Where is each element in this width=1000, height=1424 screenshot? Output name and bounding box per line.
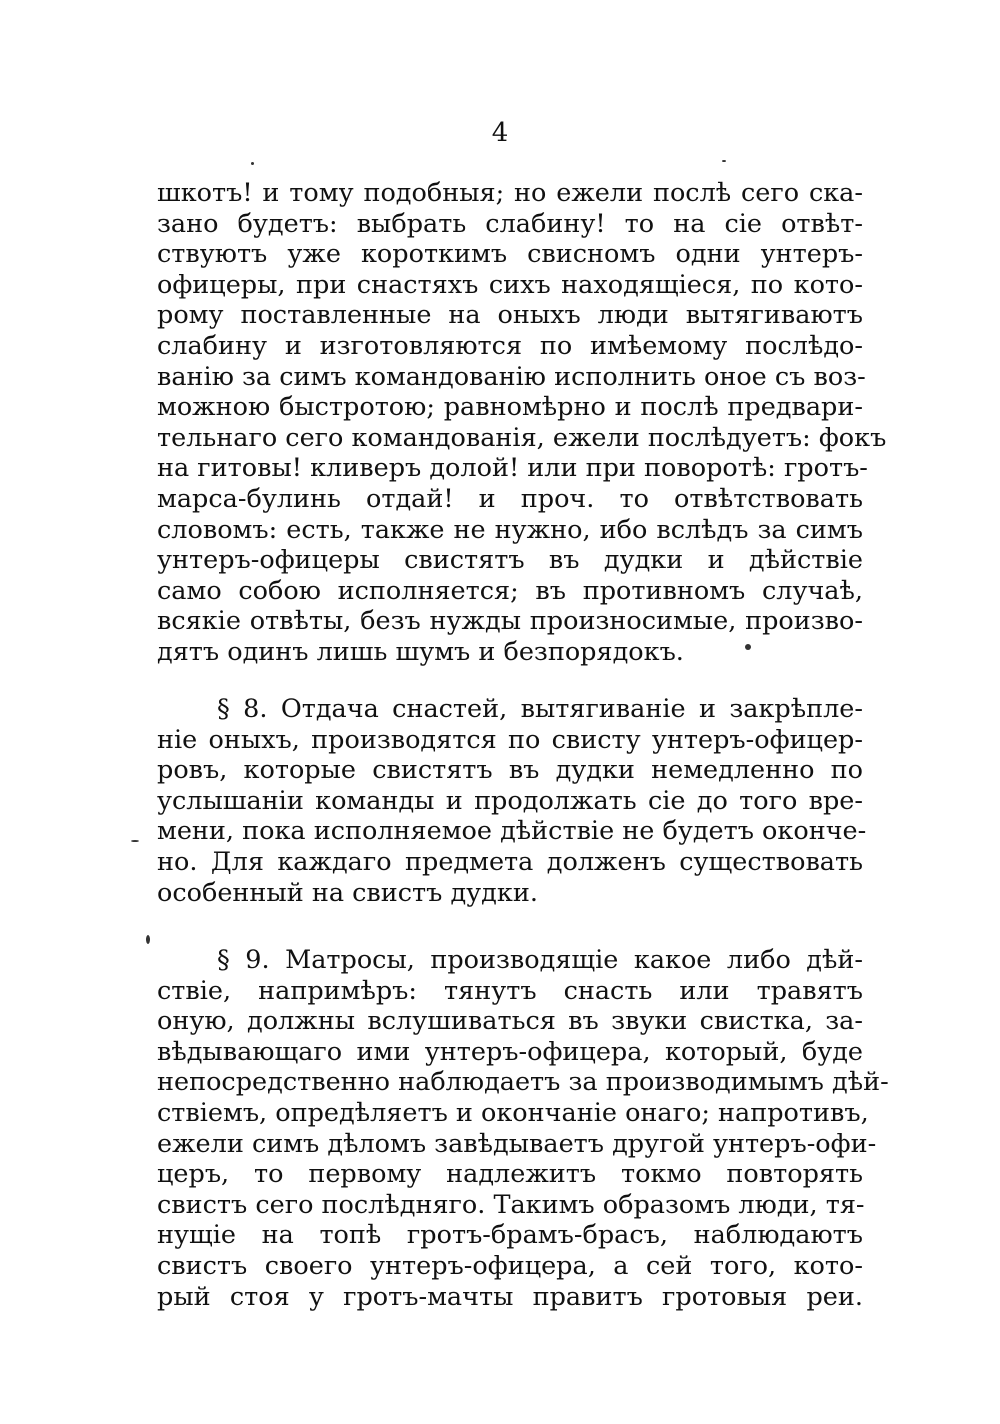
text-line: но. Для каждаго предмета долженъ существовать xyxy=(157,846,863,877)
scan-speck xyxy=(722,160,726,162)
text-line: можною быстротою; равномѣрно и послѣ предвари- xyxy=(157,392,863,423)
text-line: мени, пока исполняемое дѣйствіе не будетъ оконче- xyxy=(157,816,867,847)
text-line: рый стоя у гротъ-мачты правитъ гротовыя реи. xyxy=(157,1281,863,1312)
text-line: услышаніи команды и продолжать сіе до того вре- xyxy=(157,785,863,816)
text-line: ніе оныхъ, производятся по свисту унтеръ-офицер- xyxy=(157,724,863,755)
text-line: рому поставленные на оныхъ люди вытягиваютъ xyxy=(157,300,863,331)
text-line: ванію за симъ командованію исполнить оное съ воз- xyxy=(157,361,866,392)
section-heading-line: § 8. Отдача снастей, вытягиваніе и закрѣпле- xyxy=(217,694,863,724)
text-line: нущіе на топѣ гротъ-брамъ-брасъ, наблюдаютъ xyxy=(157,1220,863,1251)
text-line: дятъ одинъ лишь шумъ и безпорядокъ. xyxy=(157,636,684,667)
text-line: ежели симъ дѣломъ завѣдываетъ другой унтеръ-офи- xyxy=(157,1128,877,1159)
text-line: ствуютъ уже короткимъ свисномъ одни унтеръ- xyxy=(157,239,863,270)
text-line: особенный на свистъ дудки. xyxy=(157,877,538,908)
scan-speck xyxy=(251,162,254,165)
paragraph-section-9 xyxy=(157,945,889,1312)
paragraph-section-8 xyxy=(157,694,867,908)
text-line: слабину и изготовляются по имѣемому послѣдо- xyxy=(157,330,863,361)
text-line: оную, должны вслушиваться въ звуки свистка, за- xyxy=(157,1006,863,1037)
text-line: непосредственно наблюдаетъ за производимымъ дѣй- xyxy=(157,1067,889,1098)
scan-speck xyxy=(131,840,139,842)
text-line: зано будетъ: выбрать слабину! то на сіе отвѣт- xyxy=(157,208,863,239)
page-number: 4 xyxy=(491,118,509,148)
text-line: церъ, то первому надлежитъ токмо повторять xyxy=(157,1159,863,1190)
text-line: ствіе, напримѣръ: тянутъ снасть или травятъ xyxy=(157,975,863,1006)
section-heading-line: § 9. Матросы, производящіе какое либо дѣй- xyxy=(217,945,863,975)
text-line: вѣдывающаго ими унтеръ-офицера, который, буде xyxy=(157,1036,863,1067)
text-line: шкотъ! и тому подобныя; но ежели послѣ сего ска- xyxy=(157,178,863,208)
text-line: ствіемъ, опредѣляетъ и окончаніе онаго; напротивъ, xyxy=(157,1097,869,1128)
text-line: свистъ своего унтеръ-офицера, а сей того, кото- xyxy=(157,1250,863,1281)
text-line: ровъ, которые свистятъ въ дудки немедленно по xyxy=(157,755,863,786)
text-line: унтеръ-офицеры свистятъ въ дудки и дѣйствіе xyxy=(157,545,863,576)
text-line: тельнаго сего командованія, ежели послѣдуетъ: фокъ xyxy=(157,422,887,453)
text-line: марса-булинь отдай! и проч. то отвѣтствовать xyxy=(157,483,863,514)
scan-speck xyxy=(146,935,150,944)
text-line: свистъ сего послѣдняго. Такимъ образомъ люди, тя- xyxy=(157,1189,865,1220)
text-line: офицеры, при снастяхъ сихъ находящіеся, по кото- xyxy=(157,269,863,300)
paragraph-continuation xyxy=(157,178,887,668)
text-line: словомъ: есть, также не нужно, ибо вслѣдъ за симъ xyxy=(157,514,863,545)
scan-speck xyxy=(745,644,751,650)
text-line: на гитовы! кливеръ долой! или при поворотѣ: гротъ- xyxy=(157,453,868,484)
text-line: само собою исполняется; въ противномъ случаѣ, xyxy=(157,575,863,606)
text-line: всякіе отвѣты, безъ нужды произносимые, произво- xyxy=(157,606,863,637)
